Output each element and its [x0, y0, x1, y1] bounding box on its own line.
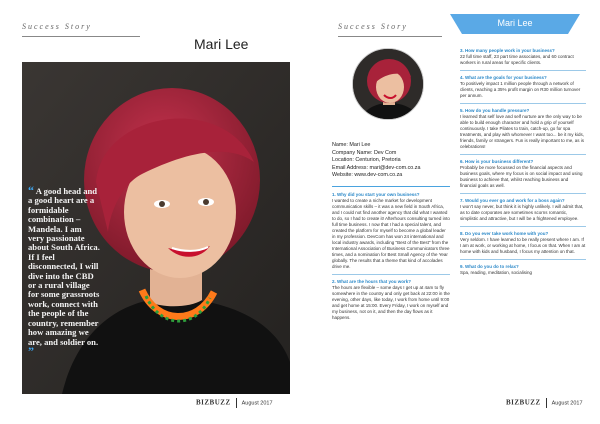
profile-illustration — [353, 49, 424, 120]
qa-divider — [460, 193, 586, 194]
kicker-success-story-right: Success Story — [338, 22, 408, 31]
page-footer-right — [506, 398, 583, 408]
qa-item — [460, 48, 586, 66]
qa-answer: Spa, reading, meditation, socialising — [460, 270, 533, 275]
qa-answer: Probably be more focussed on the financial aspects and business goals, where my focus is on social impact and using business to achieve that, whilst reaching business and financial goals as well. — [460, 165, 583, 188]
qa-question: 3. How many people work in your business? — [460, 48, 555, 53]
quote-open-mark: “ — [28, 183, 34, 197]
qa-item — [460, 108, 586, 150]
qa-item — [460, 231, 586, 255]
qa-divider — [460, 226, 586, 227]
footer-date: August 2017 — [241, 400, 273, 407]
kicker-rule — [22, 36, 140, 37]
qa-answer: 22 full time staff, 23 part time associates, and 60 contract workers in rural areas for specific clients. — [460, 54, 574, 65]
profile-photo — [352, 48, 424, 120]
qa-item — [332, 192, 450, 270]
qa-divider — [460, 103, 586, 104]
qa-question: 1. Why did you start your own business? — [332, 192, 420, 197]
qa-item — [460, 75, 586, 99]
profile-name: Name: Mari Lee — [332, 142, 371, 148]
qa-answer: I learned that self love and self nurture are the only way to be able to build enough character and hold a grip of yourself continuously. I take Pilates to train, catch-up, go for spa treatments, and play with whomever I want too... be it my kids, friends, family or strangers. Fun is really important to me, as is celebrations! — [460, 114, 585, 149]
qa-question: 8. Do you ever take work home with you? — [460, 231, 549, 236]
qa-answer: To positively impact 1 million people through a network of clients, reaching a 35% profit margin on R30 million turnover per annum. — [460, 81, 581, 98]
qa-question: 9. What do you do to relax? — [460, 264, 519, 269]
footer-brand: BIZBUZZ — [506, 398, 541, 407]
qa-answer: I wanted to create a niche market for development communication skills – it was a new field in South Africa, and I could not find another agency that did what I wanted to do, so I had to create it! Afterhours consulting turned into full time business. I now that I had a special talent, and created the platform for myself to become a global leader in my profession. DevCom has won 24 international and local industry awards, including "Best of the Best" from the International Association of Business Communicators three times, and a nomination for Best Small Agency of the Year globally. The results that a theme that kind of accolades drive me. — [332, 198, 450, 269]
pull-quote — [28, 183, 100, 358]
qa-question: 5. How do you handle pressure? — [460, 108, 530, 113]
page-title: Mari Lee — [194, 36, 249, 52]
qa-column-right — [460, 48, 586, 280]
qa-column-left — [332, 192, 450, 325]
qa-divider — [460, 154, 586, 155]
qa-question: 2. What are the hours that you work? — [332, 279, 412, 284]
right-page — [310, 0, 600, 424]
pull-quote-text: A good head and a good heart are a formidable combination – Mandela. I am very passionate about South Africa. If I feel disconnected, I will dive into the CBD or a rural village for some grassroots work, connect with the people of the country, remember how amazing we are, and soldier on. — [28, 186, 100, 347]
qa-answer: Very seldom. I have learned to be really present where I am. If I am at work, or working at home, I focus on that. When I am at home with kids and husband, I focus my attention on that. — [460, 237, 586, 254]
qa-divider — [460, 70, 586, 71]
profile-website: Website: www.dev-com.co.za — [332, 172, 403, 179]
page-footer-left — [196, 398, 273, 408]
qa-answer: The hours are flexible – some days I get up at 4am to fly somewhere in the country and only get back at 22:00 in the evening, other days, like today, I work from home until 9:00 and get home at 15:00. Every Friday, I work on myself and my business, not on it, and then the day flows as it happens. — [332, 285, 450, 320]
qa-divider — [460, 259, 586, 260]
left-page — [0, 0, 290, 424]
qa-item — [460, 264, 586, 276]
qa-answer: I won't say never, but think it is highly unlikely. I will admit that, as to date corporates are sometimes scorns romantic, simplistic and attractive, but I will be a frightened employee. — [460, 204, 584, 221]
profile-email: Email Address: mari@dev-com.co.za — [332, 164, 421, 171]
footer-brand: BIZBUZZ — [196, 398, 231, 407]
footer-divider — [236, 398, 237, 408]
kicker-rule-right — [338, 36, 442, 37]
footer-date: August 2017 — [551, 400, 583, 407]
name-tab — [450, 14, 580, 34]
qa-item — [460, 198, 586, 222]
qa-question: 6. How is your business different? — [460, 159, 534, 164]
qa-item — [332, 279, 450, 321]
profile-company: Company Name: Dev Com — [332, 149, 397, 156]
qa-question: 4. What are the goals for your business? — [460, 75, 547, 80]
profile-info — [332, 142, 420, 180]
footer-divider — [546, 398, 547, 408]
quote-close-mark: ” — [28, 343, 34, 358]
profile-location: Location: Centurion, Pretoria — [332, 157, 401, 164]
tab-title: Mari Lee — [497, 18, 533, 28]
column-rule-left — [332, 186, 450, 187]
qa-item — [460, 159, 586, 189]
qa-question: 7. Would you ever go and work for a boss again? — [460, 198, 565, 203]
kicker-success-story: Success Story — [22, 22, 92, 31]
qa-divider — [332, 274, 450, 275]
